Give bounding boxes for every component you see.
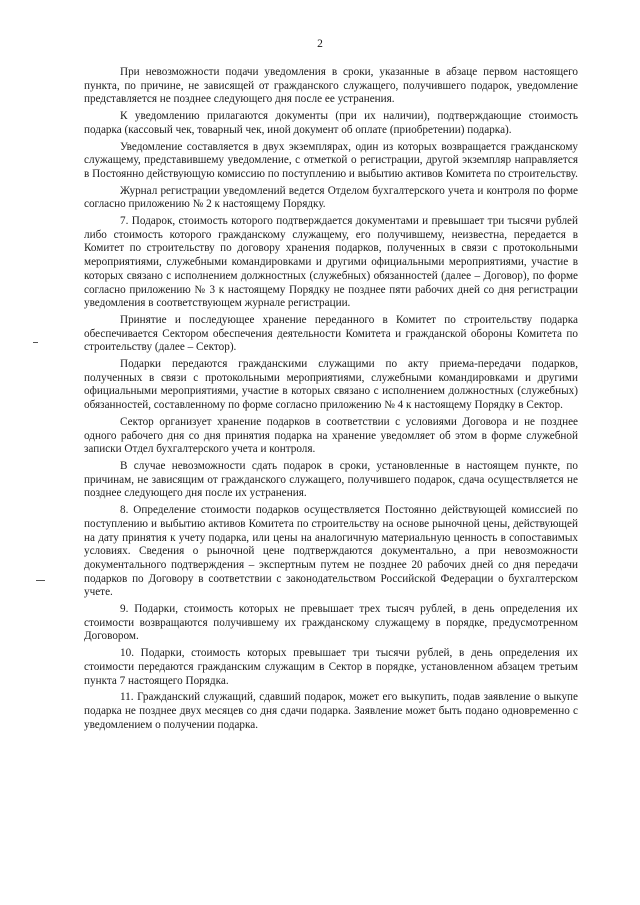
paragraph-item-11: 11. Гражданский служащий, сдавший подарок, может его выкупить, подав заявление о выкупе подарка не позднее двух месяцев со дня сдачи подарка. Заявление может быть подано одновременно с уведомлением о получении подарка.	[84, 691, 578, 731]
paragraph-item-8: 8. Определение стоимости подарков осуществляется Постоянно действующей комиссией по поступлению и выбытию активов Комитета по строительству на основе рыночной цены, действующей на дату принятия к учету подарка, или цены на аналогичную материальную ценность в сопоставимых условиях. Сведения о рыночной цене подтверждаются документально, а при невозможности документального подтверждения – экспертным путем не позднее 20 рабочих дней со дня передачи подарков по Договору в соответствии с законодательством Российской Федерации о бухгалтерском учете.	[84, 504, 578, 599]
margin-mark	[33, 342, 38, 343]
paragraph-item-10: 10. Подарки, стоимость которых превышает три тысячи рублей, в день определения их стоимости передаются гражданским служащим в Сектор в порядке, установленном абзацем третьим пункта 7 настоящего Порядка.	[84, 647, 578, 687]
paragraph: При невозможности подачи уведомления в сроки, указанные в абзаце первом настоящего пункта, по причине, не зависящей от гражданского служащего, получившего подарок, уведомление представляется не позднее следующего дня после ее устранения.	[84, 66, 578, 106]
paragraph: Подарки передаются гражданскими служащими по акту приема-передачи подарков, полученных в связи с протокольными мероприятиями, служебными командировками и другими официальными мероприятиями, участие в которых связано с исполнением должностных (служебных) обязанностей, составленному по форме согласно приложению № 4 к настоящему Порядку в Сектор.	[84, 358, 578, 412]
paragraph: В случае невозможности сдать подарок в сроки, установленные в настоящем пункте, по причинам, не зависящим от гражданского служащего, получившего подарок, сдача осуществляется не позднее следующего дня после их устранения.	[84, 459, 578, 500]
page-number: 2	[317, 38, 323, 50]
document-body	[84, 66, 578, 735]
paragraph: К уведомлению прилагаются документы (при их наличии), подтверждающие стоимость подарка (кассовый чек, товарный чек, иной документ об оплате (приобретении) подарка).	[84, 110, 578, 136]
paragraph-item-9: 9. Подарки, стоимость которых не превышает трех тысяч рублей, в день определения их стоимости возвращаются получившему их гражданскому служащему в порядке, предусмотренном Договором.	[84, 603, 578, 643]
paragraph: Уведомление составляется в двух экземплярах, один из которых возвращается гражданскому служащему, представившему уведомление, с отметкой о регистрации, другой экземпляр направляется в Постоянно действующую комиссию по поступлению и выбытию активов Комитета по строительству.	[84, 140, 578, 180]
paragraph: Принятие и последующее хранение переданного в Комитет по строительству подарка обеспечивается Сектором обеспечения деятельности Комитета и гражданской обороны Комитета по строительству (далее – Сектор).	[84, 313, 578, 354]
margin-mark	[36, 580, 45, 581]
paragraph: Журнал регистрации уведомлений ведется Отделом бухгалтерского учета и контроля по форме согласно приложению № 2 к настоящему Порядку.	[84, 184, 578, 211]
paragraph-item-7: 7. Подарок, стоимость которого подтверждается документами и превышает три тысячи рублей либо стоимость которого гражданскому служащему, его получившему, неизвестна, передается в Комитет по строительству по договору хранения подарков, полученных в связи с протокольными мероприятиями, служебными командировками и другими официальными мероприятиями, участие в которых связано с исполнением должностных (служебных) обязанностей (далее – Договор), по форме согласно приложению № 3 к настоящему Порядку не позднее пяти рабочих дней со дня регистрации уведомления в соответствующем журнале регистрации.	[84, 215, 578, 310]
paragraph: Сектор организует хранение подарков в соответствии с условиями Договора и не позднее одного рабочего дня со дня принятия подарка на хранение уведомляет об этом в форме служебной записки Отдел бухгалтерского учета и контроля.	[84, 415, 578, 456]
